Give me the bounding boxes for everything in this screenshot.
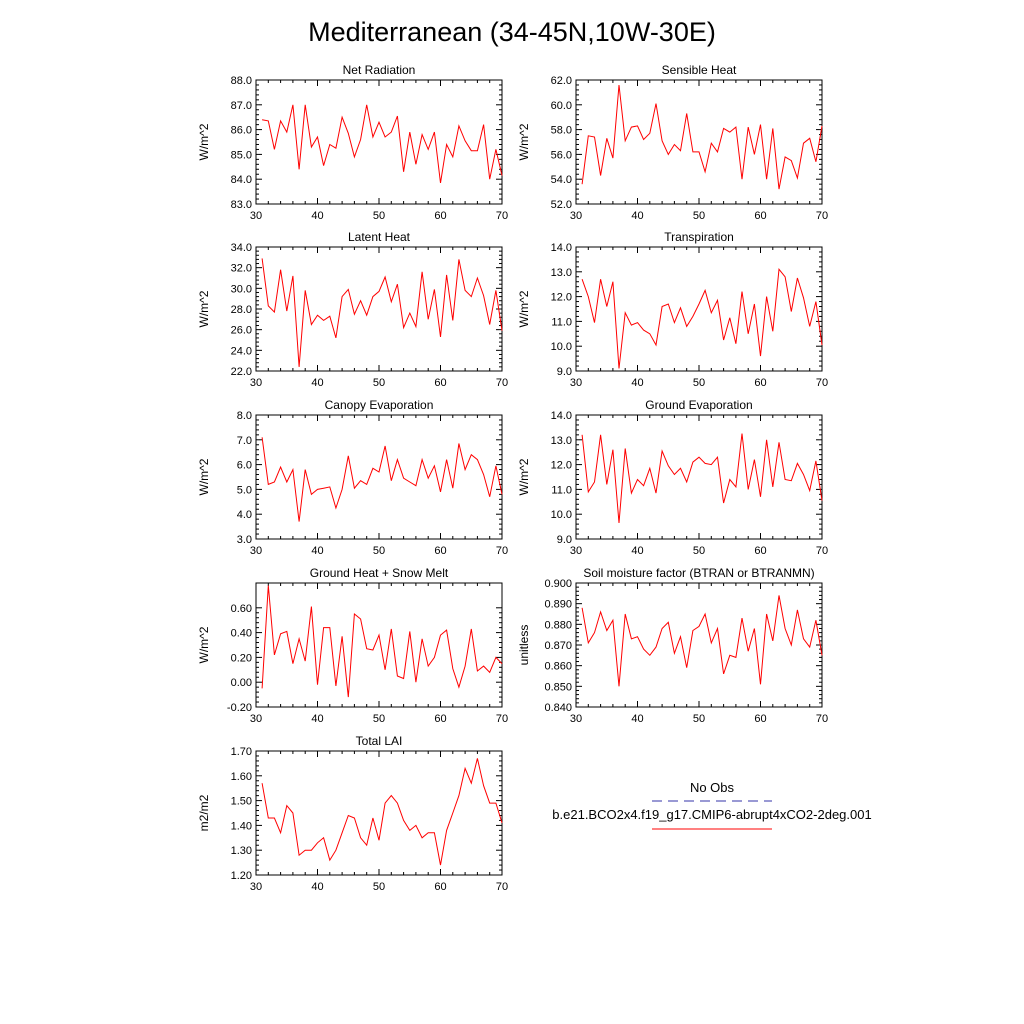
- figure-title: Mediterranean (34-45N,10W-30E): [308, 17, 716, 47]
- y-tick-label: 3.0: [236, 534, 252, 546]
- x-tick-label: 30: [249, 377, 263, 389]
- x-tick-label: 50: [372, 881, 386, 893]
- y-tick-label: 10.0: [550, 509, 572, 522]
- series-line: [262, 105, 502, 183]
- y-tick-label: 7.0: [236, 434, 252, 447]
- y-tick-label: 30.0: [230, 283, 252, 296]
- y-tick-label: 6.0: [236, 459, 252, 472]
- x-tick-label: 60: [754, 545, 767, 557]
- series-line: [582, 85, 822, 189]
- x-tick-label: 40: [631, 545, 644, 557]
- panel-title: Canopy Evaporation: [324, 398, 434, 412]
- y-tick-label: 1.70: [230, 746, 252, 758]
- x-tick-label: 30: [569, 545, 583, 557]
- y-tick-label: 13.0: [550, 266, 572, 279]
- panels-group: [197, 63, 828, 893]
- y-tick-label: 14.0: [550, 242, 572, 254]
- series-line: [262, 437, 502, 521]
- x-tick-label: 70: [495, 377, 509, 389]
- x-tick-label: 70: [495, 713, 509, 725]
- y-tick-label: 58.0: [550, 124, 572, 137]
- series-line: [262, 758, 502, 865]
- y-axis-label: W/m^2: [197, 626, 211, 664]
- y-tick-label: 0.840: [544, 702, 572, 714]
- chart-panel-8: [197, 734, 508, 893]
- y-tick-label: 88.0: [230, 75, 252, 87]
- chart-panel-1: [517, 63, 828, 222]
- chart-panel-5: [517, 398, 828, 557]
- x-tick-label: 40: [631, 210, 644, 222]
- x-tick-label: 50: [372, 377, 386, 389]
- series-line: [262, 258, 502, 367]
- x-tick-label: 60: [434, 881, 447, 893]
- x-tick-label: 70: [495, 545, 509, 557]
- y-tick-label: 4.0: [236, 509, 252, 522]
- y-tick-label: 9.0: [556, 534, 572, 546]
- x-tick-label: 70: [815, 210, 829, 222]
- y-tick-label: 62.0: [550, 75, 572, 87]
- plot-frame: [576, 247, 822, 371]
- series-line: [262, 586, 502, 698]
- y-tick-label: 56.0: [550, 149, 572, 162]
- y-tick-label: 0.880: [544, 619, 572, 632]
- x-tick-label: 30: [249, 210, 263, 222]
- y-tick-label: 32.0: [230, 262, 252, 275]
- y-tick-label: 1.50: [230, 795, 252, 808]
- panel-title: Soil moisture factor (BTRAN or BTRANMN): [583, 566, 815, 580]
- y-tick-label: -0.20: [226, 702, 252, 714]
- y-tick-label: 9.0: [556, 366, 572, 378]
- y-tick-label: 0.860: [544, 660, 572, 673]
- x-tick-label: 40: [311, 210, 324, 222]
- y-tick-label: 1.30: [230, 845, 252, 858]
- y-tick-label: 60.0: [550, 99, 572, 112]
- x-tick-label: 70: [815, 545, 829, 557]
- y-tick-label: 0.60: [230, 602, 252, 615]
- y-tick-label: 83.0: [230, 199, 252, 211]
- y-axis-label: W/m^2: [517, 123, 531, 161]
- legend-obs-label: No Obs: [689, 780, 735, 795]
- y-axis-label: W/m^2: [197, 458, 211, 496]
- x-tick-label: 50: [692, 713, 706, 725]
- y-axis-label: W/m^2: [197, 290, 211, 328]
- x-tick-label: 40: [631, 377, 644, 389]
- chart-panel-2: [197, 230, 508, 389]
- panel-title: Net Radiation: [342, 63, 416, 77]
- y-tick-label: 34.0: [230, 242, 252, 254]
- chart-panel-6: [197, 566, 508, 725]
- x-tick-label: 40: [311, 545, 324, 557]
- plot-frame: [256, 415, 502, 539]
- x-tick-label: 60: [434, 377, 447, 389]
- x-tick-label: 70: [495, 210, 509, 222]
- x-tick-label: 30: [569, 377, 583, 389]
- y-tick-label: 0.20: [230, 652, 252, 665]
- x-tick-label: 50: [372, 713, 386, 725]
- x-tick-label: 70: [815, 713, 829, 725]
- y-tick-label: 0.40: [230, 627, 252, 640]
- chart-panel-4: [197, 398, 508, 557]
- plot-frame: [256, 80, 502, 204]
- y-tick-label: 12.0: [550, 459, 572, 472]
- chart-panel-0: [197, 63, 508, 222]
- y-tick-label: 13.0: [550, 434, 572, 447]
- x-tick-label: 40: [311, 377, 324, 389]
- x-tick-label: 50: [692, 377, 706, 389]
- y-axis-label: m2/m2: [197, 794, 211, 832]
- y-tick-label: 1.60: [230, 770, 252, 783]
- panel-title: Transpiration: [664, 230, 734, 244]
- y-tick-label: 24.0: [230, 345, 252, 358]
- x-tick-label: 50: [372, 210, 386, 222]
- y-tick-label: 1.40: [230, 820, 252, 833]
- y-tick-label: 84.0: [230, 174, 252, 187]
- series-line: [582, 595, 822, 686]
- x-tick-label: 30: [569, 713, 583, 725]
- y-tick-label: 86.0: [230, 124, 252, 137]
- panel-title: Ground Heat + Snow Melt: [309, 566, 449, 580]
- chart-panel-7: [517, 566, 828, 725]
- y-tick-label: 5.0: [236, 484, 252, 497]
- y-tick-label: 0.890: [544, 598, 572, 611]
- series-line: [582, 269, 822, 368]
- y-tick-label: 14.0: [550, 410, 572, 422]
- y-tick-label: 0.870: [544, 640, 572, 652]
- series-line: [582, 434, 822, 523]
- y-tick-label: 87.0: [230, 99, 252, 112]
- legend: [552, 780, 871, 829]
- panel-title: Total LAI: [355, 734, 403, 748]
- x-tick-label: 70: [495, 881, 509, 893]
- y-axis-label: W/m^2: [197, 123, 211, 161]
- y-tick-label: 8.0: [236, 410, 252, 422]
- y-tick-label: 22.0: [230, 366, 252, 378]
- y-axis-label: W/m^2: [517, 290, 531, 328]
- y-axis-label: W/m^2: [517, 458, 531, 496]
- legend-model-label: b.e21.BCO2x4.f19_g17.CMIP6-abrupt4xCO2-2deg.001: [552, 807, 872, 822]
- panel-title: Sensible Heat: [661, 63, 737, 77]
- x-tick-label: 60: [434, 713, 447, 725]
- panel-title: Latent Heat: [347, 230, 411, 244]
- y-tick-label: 26.0: [230, 324, 252, 337]
- x-tick-label: 40: [311, 881, 324, 893]
- x-tick-label: 40: [631, 713, 644, 725]
- y-tick-label: 0.900: [544, 578, 572, 590]
- y-tick-label: 12.0: [550, 291, 572, 304]
- y-tick-label: 11.0: [551, 316, 572, 329]
- plot-frame: [576, 80, 822, 204]
- y-tick-label: 0.00: [230, 677, 252, 690]
- plot-frame: [256, 583, 502, 707]
- x-tick-label: 50: [692, 210, 706, 222]
- x-tick-label: 50: [692, 545, 706, 557]
- x-tick-label: 30: [569, 210, 583, 222]
- x-tick-label: 60: [434, 545, 447, 557]
- chart-panel-3: [517, 230, 828, 389]
- y-tick-label: 28.0: [230, 304, 252, 316]
- plot-frame: [576, 583, 822, 707]
- y-tick-label: 1.20: [230, 870, 252, 882]
- x-tick-label: 60: [434, 210, 447, 222]
- y-tick-label: 52.0: [550, 199, 572, 211]
- y-tick-label: 10.0: [550, 341, 572, 354]
- x-tick-label: 30: [249, 713, 263, 725]
- y-axis-label: unitless: [517, 624, 531, 666]
- y-tick-label: 85.0: [230, 149, 252, 162]
- x-tick-label: 40: [311, 713, 324, 725]
- x-tick-label: 70: [815, 377, 829, 389]
- plot-frame: [256, 247, 502, 371]
- x-tick-label: 50: [372, 545, 386, 557]
- y-tick-label: 54.0: [550, 174, 572, 187]
- x-tick-label: 60: [754, 377, 767, 389]
- y-tick-label: 11.0: [551, 484, 572, 497]
- x-tick-label: 60: [754, 210, 767, 222]
- y-tick-label: 0.850: [544, 681, 572, 694]
- panel-title: Ground Evaporation: [645, 398, 753, 412]
- x-tick-label: 60: [754, 713, 767, 725]
- x-tick-label: 30: [249, 881, 263, 893]
- x-tick-label: 30: [249, 545, 263, 557]
